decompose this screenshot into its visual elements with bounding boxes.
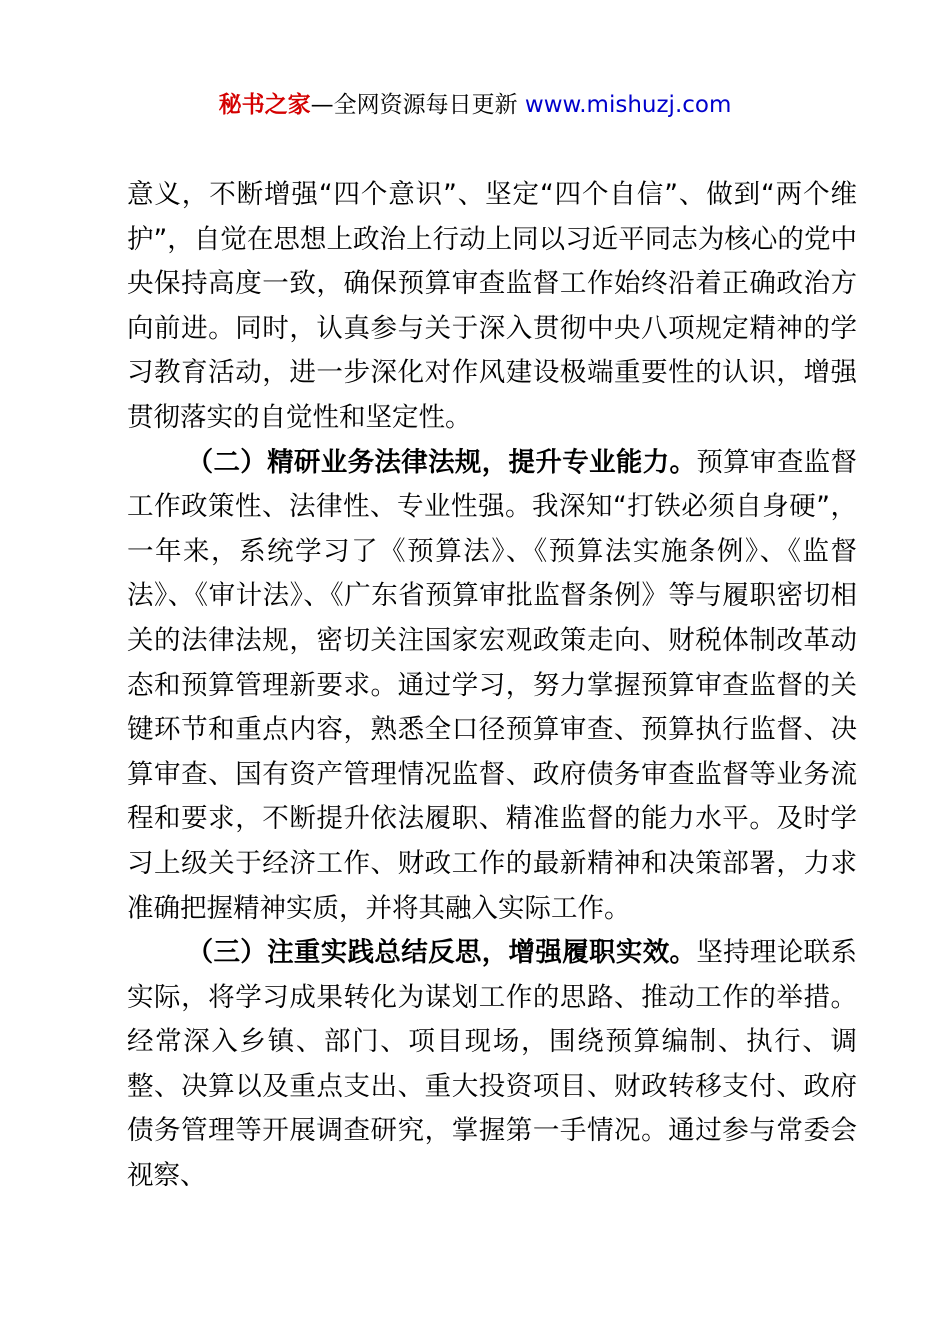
paragraph-text: 意义，不断增强“四个意识”、坚定“四个自信”、做到“两个维护”，自觉在思想上政治上行动上同以习近平同志为核心的党中央保持高度一致，确保预算审查监督工作始终沿着正确政治方向前进。同时，认真参与关于深入贯彻中央八项规定精神的学习教育活动，进一步深化对作风建设极端重要性的认识，增强贯彻落实的自觉性和坚定性。 [127,179,857,433]
document-body [127,173,857,1199]
header-tagline: —全网资源每日更新 [310,92,525,118]
section-heading: （二）精研业务法律法规，提升专业能力。 [186,446,697,478]
paragraph-section-2 [127,441,857,932]
site-url-link[interactable]: www.mishuzj.com [524,92,732,118]
section-heading: （三）注重实践总结反思，增强履职实效。 [186,937,697,969]
paragraph-text: 坚持理论联系实际，将学习成果转化为谋划工作的思路、推动工作的举措。经常深入乡镇、部门、项目现场，围绕预算编制、执行、调整、决算以及重点支出、重大投资项目、财政转移支付、政府债务管理等开展调查研究，掌握第一手情况。通过参与常委会视察、 [127,937,857,1192]
brand-name: 秘书之家 [218,92,311,118]
paragraph-section-3 [127,931,857,1199]
paragraph-continuation [127,173,857,441]
paragraph-text: 预算审查监督工作政策性、法律性、专业性强。我深知“打铁必须自身硬”，一年来，系统学习了《预算法》、《预算法实施条例》、《监督法》、《审计法》、《广东省预算审批监督条例》等与履职密切相关的法律法规，密切关注国家宏观政策走向、财税体制改革动态和预算管理新要求。通过学习，努力掌握预算审查监督的关键环节和重点内容，熟悉全口径预算审查、预算执行监督、决算审查、国有资产管理情况监督、政府债务审查监督等业务流程和要求，不断提升依法履职、精准监督的能力水平。及时学习上级关于经济工作、财政工作的最新精神和决策部署，力求准确把握精神实质，并将其融入实际工作。 [127,446,857,924]
site-header [0,88,950,122]
